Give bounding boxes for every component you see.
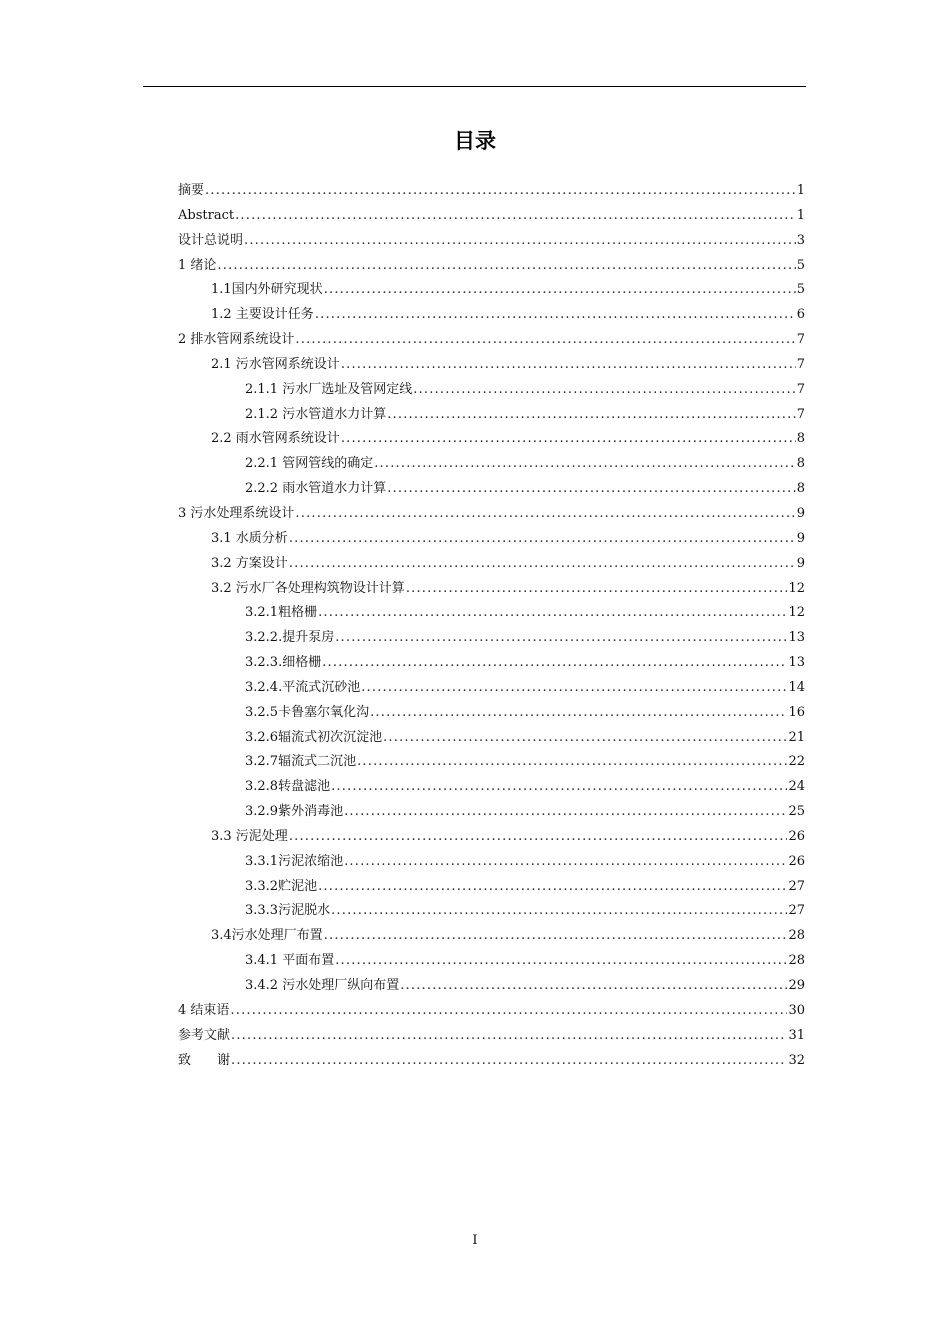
toc-leader-dots — [344, 800, 787, 825]
toc-entry[interactable] — [178, 974, 805, 999]
toc-leader-dots — [244, 229, 796, 254]
toc-entry-page: 8 — [796, 456, 805, 472]
toc-entry[interactable] — [178, 477, 805, 502]
toc-leader-dots — [387, 477, 796, 502]
toc-leader-dots — [217, 254, 795, 279]
toc-leader-dots — [324, 924, 788, 949]
toc-leader-dots — [322, 651, 787, 676]
toc-entry-label: 3.2.2.提升泵房 — [245, 630, 335, 646]
toc-entry-page: 13 — [788, 630, 805, 646]
toc-entry-page: 22 — [788, 754, 805, 770]
toc-leader-dots — [315, 303, 796, 328]
toc-entry-page: 24 — [788, 779, 805, 795]
toc-entry[interactable] — [178, 825, 805, 850]
toc-leader-dots — [383, 726, 787, 751]
toc-entry-label: 3.3.1污泥浓缩池 — [245, 853, 344, 869]
toc-entry[interactable] — [178, 403, 805, 428]
toc-entry-label: 2.2.1 管网管线的确定 — [245, 456, 374, 472]
toc-entry-label: 参考文献 — [178, 1027, 231, 1043]
toc-entry-label: 3.3 污泥处理 — [211, 828, 288, 844]
toc-entry-label: 2.1.1 污水厂选址及管网定线 — [245, 381, 413, 397]
toc-leader-dots — [387, 403, 796, 428]
toc-entry[interactable] — [178, 924, 805, 949]
toc-entry-page: 30 — [788, 1002, 805, 1018]
toc-leader-dots — [289, 825, 788, 850]
toc-entry-page: 27 — [788, 903, 805, 919]
toc-leader-dots — [335, 626, 787, 651]
toc-leader-dots — [231, 1049, 787, 1074]
toc-leader-dots — [361, 676, 787, 701]
toc-entry-label: 3.2.4.平流式沉砂池 — [245, 679, 361, 695]
toc-entry-page: 9 — [796, 530, 805, 546]
toc-entry-page: 29 — [788, 978, 805, 993]
toc-entry[interactable] — [178, 601, 805, 626]
toc-entry-page: 1 — [796, 183, 805, 198]
toc-entry-page: 13 — [788, 655, 805, 671]
toc-leader-dots — [331, 775, 787, 800]
toc-entry[interactable] — [178, 726, 805, 751]
toc-leader-dots — [370, 701, 787, 726]
toc-entry-label: 3.2.1粗格栅 — [245, 605, 318, 621]
toc-entry-label: 3.2.7辐流式二沉池 — [245, 754, 357, 770]
toc-leader-dots — [400, 974, 787, 999]
toc-entry[interactable] — [178, 378, 805, 403]
toc-leader-dots — [235, 204, 796, 229]
toc-entry-page: 1 — [796, 207, 805, 223]
toc-leader-dots — [357, 750, 787, 775]
toc-leader-dots — [289, 552, 796, 577]
toc-entry-page: 25 — [788, 804, 805, 820]
toc-entry-page: 27 — [788, 878, 805, 894]
toc-entry[interactable] — [178, 577, 805, 602]
toc-leader-dots — [413, 378, 796, 403]
toc-entry[interactable] — [178, 353, 805, 378]
toc-entry-label: 2 排水管网系统设计 — [178, 332, 295, 348]
page-number: I — [472, 1233, 478, 1248]
toc-entry-label: 3.1 水质分析 — [211, 530, 288, 546]
toc-entry[interactable] — [178, 999, 805, 1024]
toc-entry[interactable] — [178, 254, 805, 279]
toc-entry-label: 3.3.3污泥脱水 — [245, 903, 331, 919]
toc-entry-label: 1 绪论 — [178, 257, 217, 273]
toc-leader-dots — [374, 452, 796, 477]
toc-entry-page: 6 — [796, 307, 805, 323]
toc-entry-page: 16 — [788, 704, 805, 720]
table-of-contents — [178, 179, 805, 1073]
header-rule — [143, 86, 806, 87]
toc-entry-label: 3.2 方案设计 — [211, 555, 288, 571]
toc-entry[interactable] — [178, 750, 805, 775]
toc-entry-page: 7 — [796, 332, 805, 348]
toc-entry-label: 3.2.5卡鲁塞尔氧化沟 — [245, 704, 370, 720]
toc-entry-page: 14 — [788, 679, 805, 695]
toc-leader-dots — [324, 278, 796, 303]
toc-entry-label: 3.4.1 平面布置 — [245, 953, 335, 969]
toc-entry-label: 3.3.2贮泥池 — [245, 878, 318, 894]
toc-entry-page: 7 — [796, 406, 805, 422]
toc-entry-page: 7 — [796, 356, 805, 372]
toc-entry-label: 3 污水处理系统设计 — [178, 505, 295, 521]
toc-entry-label: 1.1国内外研究现状 — [211, 282, 323, 298]
toc-leader-dots — [205, 179, 796, 204]
toc-entry-label: 3.2 污水厂各处理构筑物设计计算 — [211, 580, 405, 596]
toc-entry[interactable] — [178, 452, 805, 477]
toc-entry[interactable] — [178, 875, 805, 900]
toc-entry[interactable] — [178, 899, 805, 924]
toc-entry-label: 1.2 主要设计任务 — [211, 307, 314, 323]
toc-entry-page: 7 — [796, 381, 805, 397]
toc-leader-dots — [406, 577, 788, 602]
toc-entry-page: 32 — [788, 1052, 805, 1068]
toc-entry[interactable] — [178, 278, 805, 303]
toc-entry-page: 8 — [796, 431, 805, 447]
toc-entry[interactable] — [178, 427, 805, 452]
toc-entry-page: 26 — [788, 828, 805, 844]
toc-entry-page: 9 — [796, 555, 805, 571]
toc-entry-label: 2.2 雨水管网系统设计 — [211, 431, 340, 447]
toc-leader-dots — [289, 527, 796, 552]
toc-entry[interactable] — [178, 676, 805, 701]
toc-leader-dots — [318, 875, 787, 900]
toc-entry[interactable] — [178, 179, 805, 204]
toc-entry-page: 12 — [788, 605, 805, 621]
toc-entry-label: 3.2.8转盘滤池 — [245, 779, 331, 795]
toc-entry[interactable] — [178, 1049, 805, 1074]
toc-entry-label: 3.2.3.细格栅 — [245, 655, 322, 671]
toc-leader-dots — [344, 850, 787, 875]
toc-entry-label: 摘要 — [178, 183, 205, 198]
toc-leader-dots — [331, 899, 787, 924]
toc-entry[interactable] — [178, 328, 805, 353]
toc-entry[interactable] — [178, 303, 805, 328]
toc-entry[interactable] — [178, 552, 805, 577]
toc-entry[interactable] — [178, 850, 805, 875]
toc-leader-dots — [295, 328, 795, 353]
toc-entry-label: 设计总说明 — [178, 232, 244, 248]
toc-entry-page: 31 — [788, 1027, 805, 1043]
toc-entry-label: 3.2.6辐流式初次沉淀池 — [245, 729, 383, 745]
toc-entry[interactable] — [178, 527, 805, 552]
toc-leader-dots — [341, 427, 796, 452]
toc-entry[interactable] — [178, 701, 805, 726]
toc-entry[interactable] — [178, 651, 805, 676]
toc-entry[interactable] — [178, 626, 805, 651]
toc-entry-page: 28 — [788, 953, 805, 969]
toc-leader-dots — [231, 1024, 787, 1049]
toc-entry-label: Abstract — [178, 207, 235, 223]
toc-entry[interactable] — [178, 949, 805, 974]
toc-entry-label: 3.2.9紫外消毒池 — [245, 804, 344, 820]
toc-entry[interactable] — [178, 229, 805, 254]
toc-entry[interactable] — [178, 775, 805, 800]
toc-entry-page: 8 — [796, 481, 805, 497]
toc-entry-page: 28 — [788, 928, 805, 944]
toc-entry[interactable] — [178, 1024, 805, 1049]
toc-entry[interactable] — [178, 800, 805, 825]
toc-leader-dots — [318, 601, 787, 626]
toc-entry-label: 3.4污水处理厂布置 — [211, 928, 323, 944]
toc-leader-dots — [295, 502, 795, 527]
toc-entry-page: 5 — [796, 282, 805, 298]
toc-entry-label: 2.2.2 雨水管道水力计算 — [245, 481, 387, 497]
toc-entry-page: 3 — [796, 232, 805, 248]
toc-entry-label: 2.1 污水管网系统设计 — [211, 356, 340, 372]
toc-leader-dots — [341, 353, 796, 378]
toc-leader-dots — [230, 999, 787, 1024]
toc-entry-page: 26 — [788, 853, 805, 869]
toc-title: 目录 — [454, 129, 496, 153]
toc-entry[interactable] — [178, 204, 805, 229]
toc-entry-page: 12 — [788, 580, 805, 596]
toc-entry-page: 5 — [796, 257, 805, 273]
toc-entry-label: 4 结束语 — [178, 1002, 230, 1018]
toc-entry-page: 9 — [796, 505, 805, 521]
toc-leader-dots — [335, 949, 787, 974]
toc-entry-label: 3.4.2 污水处理厂纵向布置 — [245, 978, 400, 993]
toc-entry-page: 21 — [788, 729, 805, 745]
toc-entry[interactable] — [178, 502, 805, 527]
toc-entry-label: 2.1.2 污水管道水力计算 — [245, 406, 387, 422]
toc-entry-label: 致 谢 — [178, 1052, 231, 1068]
